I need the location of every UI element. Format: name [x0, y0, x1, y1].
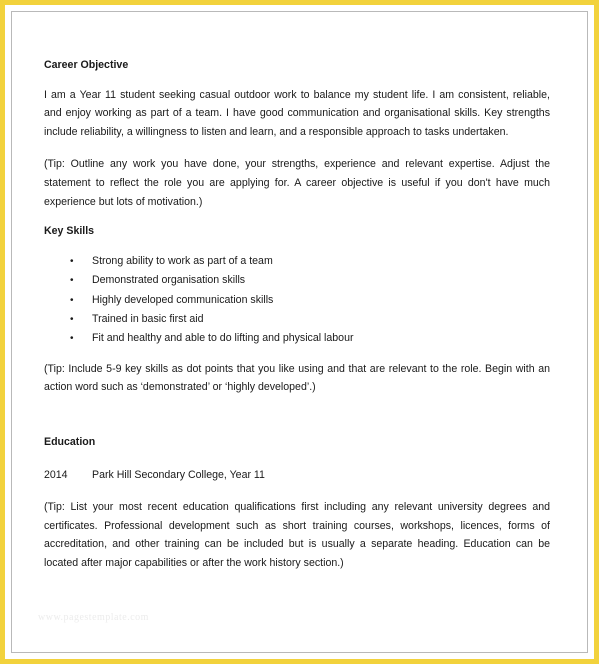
watermark: www.pagestemplate.com: [38, 612, 149, 623]
key-skill-text: Highly developed communication skills: [92, 293, 274, 306]
bullet-icon: •: [70, 313, 74, 325]
career-objective-heading: Career Objective: [44, 59, 129, 71]
key-skill-text: Trained in basic first aid: [92, 312, 204, 325]
career-objective-tip: (Tip: Outline any work you have done, your strengths, experience and relevant expertise. Adjust the statement to reflect the role you are applying for. A career objective is useful if you don't have much experience but lots of motivation.): [44, 158, 550, 208]
career-objective-body: I am a Year 11 student seeking casual outdoor work to balance my student life. I am consistent, reliable, and enjoy working as part of a team. I have good communication and organisational skills. Key strengths include reliability, a willingness to listen and learn, and a responsible approach to tasks undertaken.: [44, 88, 550, 138]
list-item: [44, 310, 550, 329]
key-skill-text: Demonstrated organisation skills: [92, 274, 246, 287]
bullet-icon: •: [70, 255, 74, 267]
bullet-icon: •: [70, 275, 74, 287]
key-skills-heading: Key Skills: [44, 225, 95, 238]
bullet-icon: •: [70, 294, 74, 306]
education-entry: [44, 466, 550, 485]
education-heading: Education: [44, 435, 96, 448]
bullet-icon: •: [70, 333, 74, 345]
key-skills-list: [44, 252, 550, 349]
education-year: 2014: [44, 468, 68, 481]
list-item: [44, 291, 550, 310]
resume-document: [44, 56, 550, 573]
key-skill-text: Fit and healthy and able to do lifting and physical labour: [92, 332, 354, 345]
education-tip: (Tip: List your most recent education qualifications first including any relevant university degrees and certificates. Professional development such as short training courses, workshops, licences, forms of accreditation, and other training can be included but is usually a separate heading. Education can be located after major capabilities or after the work history section.): [44, 501, 550, 569]
list-item: [44, 271, 550, 290]
key-skill-text: Strong ability to work as part of a team: [92, 254, 273, 267]
key-skills-tip: (Tip: Include 5-9 key skills as dot points that you like using and that are relevant to the role. Begin with an action word such as ‘demonstrated’ or ‘highly developed’.): [44, 362, 550, 394]
list-item: [44, 329, 550, 348]
education-detail: Park Hill Secondary College, Year 11: [92, 468, 265, 481]
list-item: [44, 252, 550, 271]
